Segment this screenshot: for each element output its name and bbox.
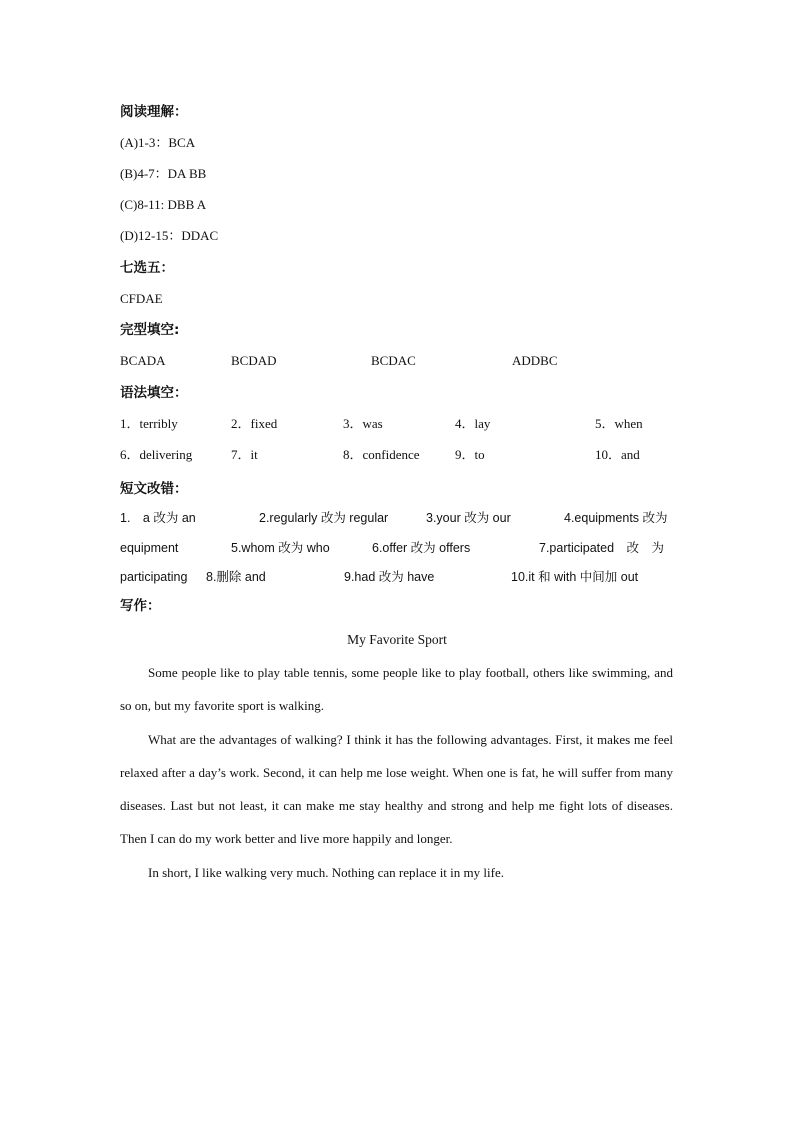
seven-five-answer: CFDAE: [120, 291, 163, 306]
grammar-item: 9．to: [455, 447, 485, 462]
correction-item: 1. a 改为 an: [120, 511, 196, 525]
reading-answer-a: (A)1-3：BCA: [120, 135, 196, 150]
writing-heading: 写作：: [120, 598, 161, 614]
grammar-item: 8．confidence: [343, 447, 420, 462]
grammar-item: 3．was: [343, 416, 383, 431]
correction-item: 3.your 改为 our: [426, 511, 511, 525]
reading-heading: 阅读理解：: [120, 104, 188, 120]
correction-item: 4.equipments 改为: [564, 511, 668, 525]
correction-item: 10.it 和 with 中间加 out: [511, 570, 639, 584]
cloze-group-1: BCADA: [120, 353, 166, 368]
grammar-item: 6．delivering: [120, 447, 193, 462]
cloze-group-3: BCDAC: [371, 353, 416, 368]
essay-paragraph-3: In short, I like walking very much. Nothing can replace it in my life.: [148, 865, 504, 880]
reading-answer-b: (B)4-7：DA BB: [120, 166, 207, 181]
correction-heading: 短文改错：: [120, 481, 188, 497]
grammar-heading: 语法填空：: [120, 385, 188, 401]
cloze-heading: 完型填空:: [120, 322, 180, 338]
correction-item: participating: [120, 570, 188, 584]
grammar-item: 4．lay: [455, 416, 491, 431]
correction-item: 2.regularly 改为 regular: [259, 511, 389, 525]
reading-answer-c: (C)8-11: DBB A: [120, 197, 207, 212]
cloze-group-4: ADDBC: [512, 353, 558, 368]
grammar-item: 1．terribly: [120, 416, 178, 431]
correction-item: 8.删除 and: [206, 570, 266, 584]
grammar-item: 2．fixed: [231, 416, 278, 431]
correction-item: 9.had 改为 have: [344, 570, 435, 584]
correction-item: 6.offer 改为 offers: [372, 541, 471, 555]
correction-item: equipment: [120, 541, 179, 555]
essay-paragraph-2: What are the advantages of walking? I think it has the following advantages. First, it makes me feel relaxed after a day’s work. Second, it can help me lose weight. When one is fat, he will suffer from many diseases. Last but not least, it can make me stay healthy and strong and help me fight lots of diseases. Then I can do my work better and live more happily and longer.: [120, 732, 673, 846]
correction-item: 7.participated 改 为: [539, 541, 665, 555]
grammar-item: 7．it: [231, 447, 258, 462]
grammar-item: 5．when: [595, 416, 643, 431]
cloze-group-2: BCDAD: [231, 353, 277, 368]
correction-item: 5.whom 改为 who: [231, 541, 330, 555]
reading-answer-d: (D)12-15：DDAC: [120, 228, 219, 243]
essay-paragraph-1: Some people like to play table tennis, some people like to play football, others like swimming, and so on, but my favorite sport is walking.: [120, 665, 673, 713]
essay-title: My Favorite Sport: [347, 632, 447, 647]
grammar-item: 10．and: [595, 447, 640, 462]
seven-five-heading: 七选五：: [120, 260, 174, 276]
